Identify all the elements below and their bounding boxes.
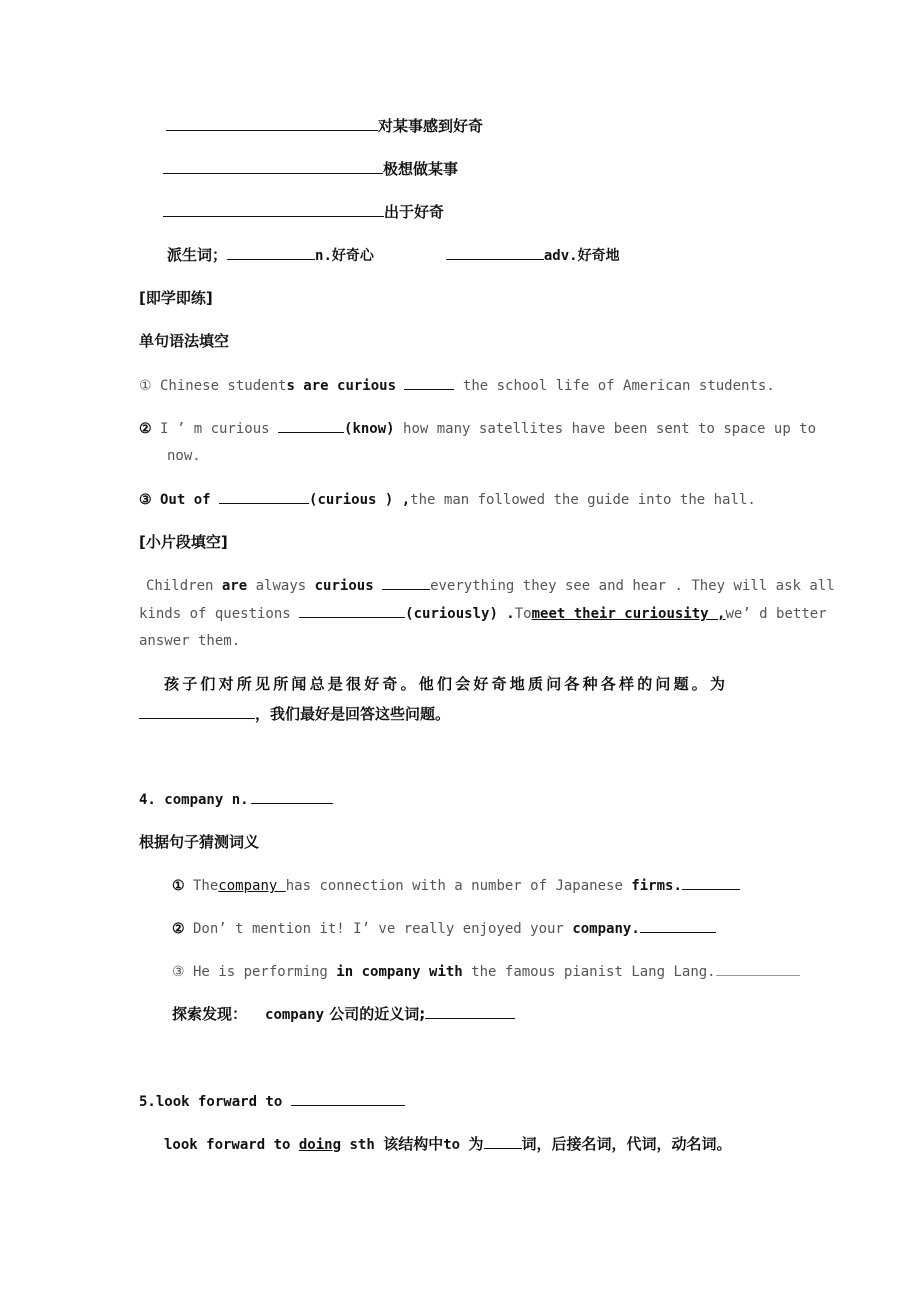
guess-sentence-3: ③ He is performing in company with the famous pianist Lang Lang. [172, 961, 800, 982]
question-3: ③ Out of (curious ) ,the man followed the guide into the hall. [139, 489, 756, 510]
passage-line-1: Children are always curious everything they see and hear . They will ask all [146, 575, 835, 596]
translation-line-1: 孩子们对所见所闻总是很好奇。他们会好奇地质问各种各样的问题。为 [164, 675, 729, 693]
translation-line-2: ，我们最好是回答这些问题。 [139, 704, 450, 724]
item-5-title: 5.look forward to [139, 1091, 405, 1112]
answer-blank[interactable] [278, 418, 344, 433]
answer-blank[interactable] [139, 704, 255, 719]
question-2: ② I ’ m curious (know) how many satellites have been sent to space up to [139, 418, 816, 439]
question-1: ① Chinese students are curious the school life of American students. [139, 375, 775, 396]
answer-blank[interactable] [163, 159, 383, 174]
passage-heading: [小片段填空] [139, 533, 228, 551]
answer-blank[interactable] [446, 245, 544, 260]
answer-blank[interactable] [251, 789, 333, 804]
passage-line-3: answer them. [139, 633, 241, 649]
answer-blank[interactable] [382, 575, 430, 590]
guess-sentence-2: ② Don’ t mention it! I’ ve really enjoyed your company. [172, 918, 716, 939]
answer-blank[interactable] [299, 603, 405, 618]
answer-blank[interactable] [682, 875, 740, 890]
passage-line-2: kinds of questions (curiously) .Tomeet their curiousity ,we’ d better [139, 603, 827, 624]
practice-heading: [即学即练] [139, 289, 213, 307]
answer-blank[interactable] [163, 202, 384, 217]
answer-blank[interactable] [227, 245, 315, 260]
guess-sentence-1: ① Thecompany has connection with a number of Japanese firms. [172, 875, 740, 896]
answer-blank[interactable] [219, 489, 309, 504]
item-4-title: 4. company n. [139, 789, 333, 810]
guess-heading: 根据句子猜测词义 [139, 833, 260, 851]
answer-blank[interactable] [484, 1134, 522, 1149]
practice-subheading: 单句语法填空 [139, 332, 230, 350]
answer-blank[interactable] [425, 1004, 515, 1019]
item-5-sentence: look forward to doing sth 该结构中to 为 词，后接名词，代词，动名词。 [164, 1135, 732, 1153]
answer-blank[interactable] [404, 375, 454, 390]
derived-words-line: 派生词； n.好奇心 adv.好奇地 [167, 246, 620, 264]
question-2-continuation: now. [167, 448, 201, 464]
answer-blank[interactable] [291, 1091, 405, 1106]
explore-line: 探索发现： company 公司的近义词; [172, 1004, 515, 1025]
answer-blank[interactable] [166, 116, 378, 131]
answer-blank[interactable] [640, 918, 716, 933]
answer-blank[interactable] [716, 961, 800, 976]
phrase-line-2: 极想做某事 [163, 159, 458, 179]
phrase-line-3: 出于好奇 [163, 202, 444, 222]
phrase-line-1: 对某事感到好奇 [166, 116, 483, 136]
